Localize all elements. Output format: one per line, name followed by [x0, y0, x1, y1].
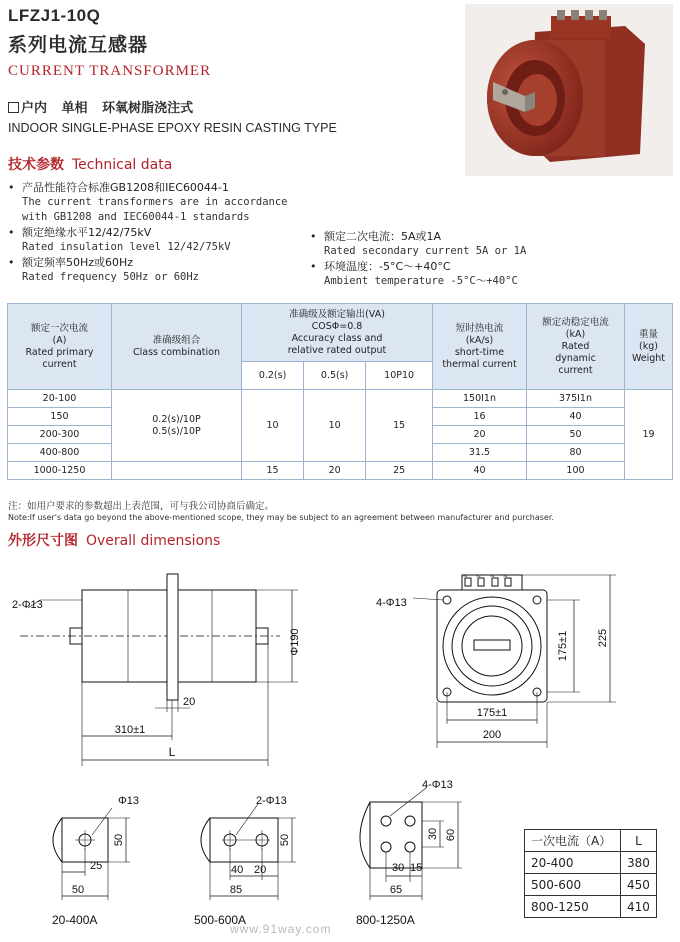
- cell-out-05s: 10: [304, 390, 366, 462]
- ltable-L: 450: [621, 874, 657, 896]
- title-en: CURRENT TRANSFORMER: [8, 63, 212, 79]
- technical-right-list: [310, 229, 570, 289]
- bullet-standard-en-2: with GB1208 and IEC60044-1 standards: [22, 211, 250, 223]
- technical-heading: [8, 154, 172, 174]
- ltable-current: 20-400: [525, 852, 621, 874]
- spec-table: [7, 303, 673, 480]
- cell-short: 150I1n: [433, 390, 527, 408]
- bullet-standard-en-1: The current transformers are in accordance: [22, 196, 288, 208]
- bullet-ambient-en: Ambient temperature -5°C～+40°C: [324, 275, 518, 287]
- cell-primary: 150: [8, 408, 112, 426]
- th-short-en: short-time thermal current: [442, 346, 517, 370]
- th-dynamic-cn: 额定动稳定电流: [542, 316, 609, 328]
- cell-short: 31.5: [433, 444, 527, 462]
- note-cn: 注：如用户要求的参数超出上表范围，可与我公司协商后确定。: [8, 501, 275, 512]
- cell-short: 16: [433, 408, 527, 426]
- front-holes-label: 4-Φ13: [376, 597, 407, 609]
- model-title: LFZJ1-10Q: [8, 6, 101, 25]
- th-accuracy: [242, 304, 433, 362]
- side-20-label: 20: [183, 696, 196, 708]
- cell-dynamic: 50: [527, 426, 625, 444]
- th-dynamic: [527, 304, 625, 390]
- th-class: [112, 304, 242, 390]
- technical-heading-en: Technical data: [72, 157, 173, 173]
- bullet-frequency-cn: • 额定频率50Hz或60Hz: [8, 255, 308, 270]
- length-table: [524, 829, 657, 918]
- dimensions-heading-en: Overall dimensions: [86, 533, 221, 549]
- terminal-s1a: S1: [463, 573, 468, 578]
- table-row: [525, 830, 657, 852]
- t3-15-label: 15: [410, 862, 423, 874]
- t1-caption: 20-400A: [52, 913, 98, 927]
- th-class-cn: 准确级组合: [152, 334, 201, 346]
- terminal-500-600: [194, 795, 296, 927]
- t2-hole-label: 2-Φ13: [256, 795, 287, 807]
- th-dynamic-unit: (kA): [565, 328, 586, 340]
- bullet-insulation-cn: • 额定绝缘水平12/42/75kV: [8, 225, 308, 240]
- cell-primary: 1000-1250: [8, 462, 112, 480]
- technical-heading-cn: 技术参数: [8, 157, 64, 173]
- cell-class-1: 0.2(s)/10P: [152, 413, 201, 425]
- cell-dynamic: 100: [527, 462, 625, 480]
- subtitle-en: INDOOR SINGLE-PHASE EPOXY RESIN CASTING TYPE: [8, 121, 337, 135]
- terminal-s1b: S1: [490, 573, 495, 578]
- table-row: [8, 462, 673, 480]
- bullet-ambient-cn: • 环境温度：-5°C～+40°C: [310, 259, 570, 274]
- t1-50w-label: 50: [71, 884, 85, 896]
- cell-weight: 19: [625, 390, 673, 480]
- cell-dynamic: 40: [527, 408, 625, 426]
- t3-caption: 800-1250A: [356, 913, 415, 927]
- cell-primary: 200-300: [8, 426, 112, 444]
- t3-60-label: 60: [445, 828, 457, 842]
- subtitle-epoxy: 环氧树脂浇注式: [102, 101, 194, 116]
- terminal-20-400: [52, 795, 139, 927]
- bullet-standard-cn: • 产品性能符合标准GB1208和IEC60044-1: [8, 180, 308, 195]
- side-holes-label: 2-Φ13: [12, 599, 43, 611]
- th-weight-en: Weight: [631, 352, 666, 364]
- title-cn: 系列电流互感器: [8, 34, 149, 56]
- th-short-cn: 短时热电流: [455, 322, 504, 334]
- th-weight-cn: 重量: [638, 328, 658, 340]
- front-200-label: 200: [482, 729, 502, 741]
- th-primary-en: Rated primary current: [25, 346, 94, 370]
- ltable-current: 500-600: [525, 874, 621, 896]
- bullet-secondary-en: Rated secondary current 5A or 1A: [324, 245, 527, 257]
- th-class-en: Class combination: [132, 346, 220, 358]
- cell-out-05s: 20: [304, 462, 366, 480]
- table-row: [525, 874, 657, 896]
- th-primary-cn: 额定一次电流: [30, 322, 88, 334]
- t2-40-label: 40: [231, 864, 244, 876]
- cell-out-10p10: 15: [366, 390, 433, 462]
- th-dynamic-en: Rated dynamic current: [555, 340, 596, 376]
- th-short-time: [433, 304, 527, 390]
- cell-out-02s: 15: [242, 462, 304, 480]
- cell-primary: 20-100: [8, 390, 112, 408]
- side-L-label: L: [168, 745, 176, 759]
- terminal-800-1250: [356, 779, 462, 927]
- t3-65-label: 65: [389, 884, 403, 896]
- th-accuracy-en: Accuracy class and relative rated output: [287, 332, 387, 356]
- front-225-label: 225: [597, 628, 609, 648]
- side-view: [12, 574, 301, 766]
- note-en: Note:If user's data go beyond the above-mentioned scope, they may be subject to an agreement between manufacturer and purchaser.: [8, 513, 554, 522]
- front-175v-label: 175±1: [557, 630, 569, 662]
- checkbox-square-icon: [8, 102, 19, 113]
- side-310-label: 310±1: [114, 724, 146, 736]
- ltable-L: 410: [621, 896, 657, 918]
- t2-50h-label: 50: [279, 833, 291, 847]
- front-view: [376, 573, 616, 748]
- t1-hole-label: Φ13: [118, 795, 140, 807]
- th-accuracy-cos: COSΦ=0.8: [311, 320, 363, 332]
- table-row: [525, 852, 657, 874]
- table-row: [8, 390, 673, 408]
- th-acc-02s: 0.2(s): [242, 362, 304, 390]
- subtitle-cn: [8, 97, 193, 116]
- cell-out-02s: 10: [242, 390, 304, 462]
- dimensions-heading-cn: 外形尺寸图: [8, 533, 78, 549]
- t3-30h-label: 30: [427, 827, 439, 841]
- cell-class-empty: [112, 462, 242, 480]
- cell-dynamic: 375I1n: [527, 390, 625, 408]
- th-weight-unit: (kg): [639, 340, 658, 352]
- terminal-s2b: S2: [503, 573, 508, 578]
- t3-30w-label: 30: [392, 862, 405, 874]
- th-primary-unit: (A): [52, 334, 67, 346]
- ltable-current: 800-1250: [525, 896, 621, 918]
- t3-hole-label: 4-Φ13: [422, 779, 453, 791]
- subtitle-single-phase: 单相: [61, 101, 88, 116]
- cell-class: [112, 390, 242, 462]
- table-row: [525, 896, 657, 918]
- cell-class-2: 0.5(s)/10P: [152, 425, 201, 437]
- technical-left-list: [8, 180, 308, 285]
- subtitle-indoor: 户内: [21, 101, 48, 116]
- cell-dynamic: 80: [527, 444, 625, 462]
- t2-20-label: 20: [254, 864, 267, 876]
- ltable-header-current: 一次电流（A）: [525, 830, 621, 852]
- dimensions-heading: [8, 530, 220, 550]
- side-dia-label: Φ190: [289, 628, 301, 656]
- front-175h-label: 175±1: [476, 707, 508, 719]
- ltable-L: 380: [621, 852, 657, 874]
- t1-25-label: 25: [90, 860, 103, 872]
- watermark: www.91way.com: [230, 922, 332, 936]
- table-header-row: [8, 304, 673, 362]
- terminal-s2a: S2: [476, 573, 481, 578]
- product-photo: [465, 4, 673, 176]
- bullet-frequency-en: Rated frequency 50Hz or 60Hz: [22, 271, 200, 283]
- cell-out-10p10: 25: [366, 462, 433, 480]
- t2-85-label: 85: [229, 884, 243, 896]
- cell-short: 20: [433, 426, 527, 444]
- ltable-header-L: L: [621, 830, 657, 852]
- th-weight: [625, 304, 673, 390]
- cell-short: 40: [433, 462, 527, 480]
- th-acc-05s: 0.5(s): [304, 362, 366, 390]
- th-accuracy-cn: 准确级及额定输出(VA): [289, 308, 385, 320]
- th-primary: [8, 304, 112, 390]
- bullet-insulation-en: Rated insulation level 12/42/75kV: [22, 241, 231, 253]
- cell-primary: 400-800: [8, 444, 112, 462]
- th-short-unit: (kA/s): [465, 334, 494, 346]
- th-acc-10p10: 10P10: [366, 362, 433, 390]
- t2-caption: 500-600A: [194, 913, 247, 927]
- t1-50h-label: 50: [113, 833, 125, 847]
- bullet-secondary-cn: • 额定二次电流：5A或1A: [310, 229, 570, 244]
